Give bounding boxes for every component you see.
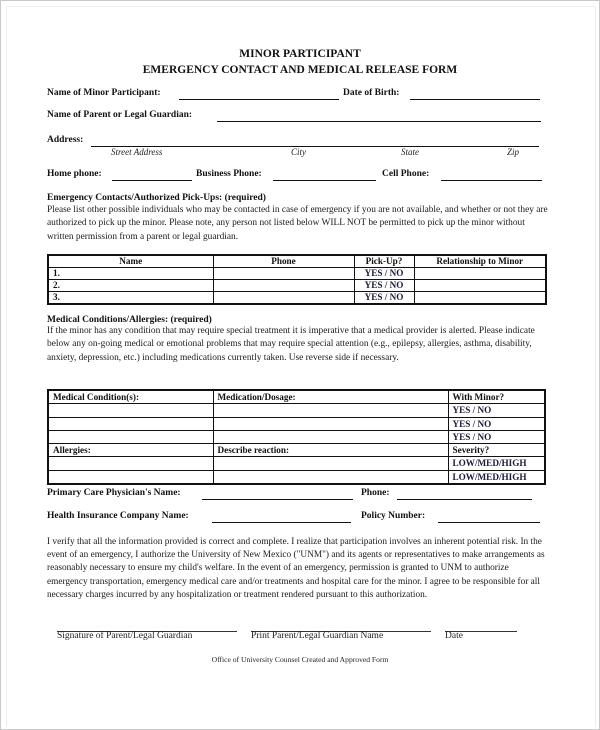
dob-field[interactable] xyxy=(410,99,540,100)
condition-cell[interactable] xyxy=(48,417,213,430)
table-row xyxy=(48,417,545,430)
home-phone-field[interactable] xyxy=(112,180,192,181)
header-describe-reaction: Describe reaction: xyxy=(213,444,448,457)
header-name: Name xyxy=(48,255,213,268)
authorization-statement: I verify that all the information provided is correct and complete. I realize that participation involves an inherent potential risk. In the event of an emergency, I authorize the University of New Mexico ("UNM") and its agents or representatives to make arrangements as reasonably necessary to ensure my child's welfare. In the event of an emergency, permission is granted to UNM to authorize emergency transportation, emergency medical care and/or treatments and hospital care for the minor. I agree to be responsible for all necessary charges incurred by any hospitalization or treatment rendered pursuant to this authorization. xyxy=(47,537,545,600)
allergies-header-row xyxy=(48,444,545,457)
form-title-line1: MINOR PARTICIPANT xyxy=(239,48,361,60)
physician-name-field[interactable] xyxy=(202,499,353,500)
address-label: Address: xyxy=(47,135,84,145)
street-address-sublabel: Street Address xyxy=(111,147,163,157)
medication-cell[interactable] xyxy=(213,430,448,443)
home-phone-label: Home phone: xyxy=(47,169,102,179)
header-allergies: Allergies: xyxy=(48,444,213,457)
insurance-company-label: Health Insurance Company Name: xyxy=(47,511,189,521)
medical-heading: Medical Conditions/Allergies: (required) xyxy=(47,315,212,325)
guardian-name-field[interactable] xyxy=(217,121,541,122)
table-row xyxy=(48,430,545,443)
physician-phone-field[interactable] xyxy=(397,499,532,500)
with-minor-cell[interactable]: YES / NO xyxy=(448,430,545,443)
table-row xyxy=(48,470,545,484)
medical-table xyxy=(47,389,546,485)
signature-label: Signature of Parent/Legal Guardian xyxy=(57,631,193,641)
business-phone-field[interactable] xyxy=(273,180,376,181)
table-row xyxy=(48,292,546,305)
business-phone-label: Business Phone: xyxy=(196,169,262,179)
severity-cell[interactable]: LOW/MED/HIGH xyxy=(448,470,545,484)
emergency-contacts-heading: Emergency Contacts/Authorized Pick-Ups: (required) xyxy=(47,193,266,203)
cell-phone-label: Cell Phone: xyxy=(382,169,430,179)
table-row xyxy=(48,280,546,292)
contact-phone-cell[interactable] xyxy=(213,292,354,305)
contact-relationship-cell[interactable] xyxy=(414,280,546,292)
allergy-cell[interactable] xyxy=(48,470,213,484)
contact-relationship-cell[interactable] xyxy=(414,292,546,305)
emergency-contacts-description: Please list other possible individuals who may be contacted in case of emergency if you are not available, and whether or not they are authorized to pick up the minor. Please note, any person not listed below WILL NOT be permitted to pick up the minor without written permission from a parent or legal guardian. xyxy=(47,205,548,242)
header-relationship: Relationship to Minor xyxy=(414,255,546,268)
header-pickup: Pick-Up? xyxy=(354,255,414,268)
physician-name-label: Primary Care Physician's Name: xyxy=(47,488,181,498)
table-row xyxy=(48,268,546,280)
table-row xyxy=(48,457,545,470)
reaction-cell[interactable] xyxy=(213,470,448,484)
insurance-company-field[interactable] xyxy=(212,522,351,523)
contact-pickup-cell[interactable]: YES / NO xyxy=(354,292,414,305)
print-name-label: Print Parent/Legal Guardian Name xyxy=(251,631,384,641)
contact-pickup-cell[interactable]: YES / NO xyxy=(354,280,414,292)
contact-phone-cell[interactable] xyxy=(213,280,354,292)
header-severity: Severity? xyxy=(448,444,545,457)
with-minor-cell[interactable]: YES / NO xyxy=(448,417,545,430)
city-sublabel: City xyxy=(291,147,306,157)
cell-phone-field[interactable] xyxy=(441,180,542,181)
reaction-cell[interactable] xyxy=(213,457,448,470)
medication-cell[interactable] xyxy=(213,404,448,417)
dob-label: Date of Birth: xyxy=(343,88,400,98)
policy-number-field[interactable] xyxy=(438,522,540,523)
guardian-name-label: Name of Parent or Legal Guardian: xyxy=(47,110,193,120)
zip-sublabel: Zip xyxy=(507,147,520,157)
table-header-row xyxy=(48,255,546,268)
contact-name-cell[interactable]: 1. xyxy=(48,268,213,280)
footer-note: Office of University Counsel Created and Approved Form xyxy=(211,655,389,664)
medication-cell[interactable] xyxy=(213,417,448,430)
condition-cell[interactable] xyxy=(48,430,213,443)
table-row xyxy=(48,404,545,417)
form-title-line2: EMERGENCY CONTACT AND MEDICAL RELEASE FORM xyxy=(142,64,458,76)
contact-pickup-cell[interactable]: YES / NO xyxy=(354,268,414,280)
condition-cell[interactable] xyxy=(48,404,213,417)
allergy-cell[interactable] xyxy=(48,457,213,470)
physician-phone-label: Phone: xyxy=(361,488,390,498)
header-medication: Medication/Dosage: xyxy=(213,390,448,404)
contact-name-cell[interactable]: 3. xyxy=(48,292,213,305)
header-phone: Phone xyxy=(213,255,354,268)
header-with-minor: With Minor? xyxy=(448,390,545,404)
contact-phone-cell[interactable] xyxy=(213,268,354,280)
contact-relationship-cell[interactable] xyxy=(414,268,546,280)
medical-header-row xyxy=(48,390,545,404)
medical-description: If the minor has any condition that may require special treatment it is imperative that a medical provider is alerted. Please indicate below any on-going medical or emotional problems that may require special attention (e.g., epilepsy, allergies, asthma, disability, anxiety, depression, etc.) including medications currently taken. Use reverse side if necessary. xyxy=(47,326,535,363)
header-medical-condition: Medical Condition(s): xyxy=(48,390,213,404)
with-minor-cell[interactable]: YES / NO xyxy=(448,404,545,417)
emergency-contacts-table xyxy=(47,254,547,305)
minor-name-field[interactable] xyxy=(179,99,339,100)
severity-cell[interactable]: LOW/MED/HIGH xyxy=(448,457,545,470)
state-sublabel: State xyxy=(401,147,419,157)
date-label: Date xyxy=(445,631,463,641)
minor-name-label: Name of Minor Participant: xyxy=(47,88,161,98)
contact-name-cell[interactable]: 2. xyxy=(48,280,213,292)
policy-number-label: Policy Number: xyxy=(361,511,426,521)
